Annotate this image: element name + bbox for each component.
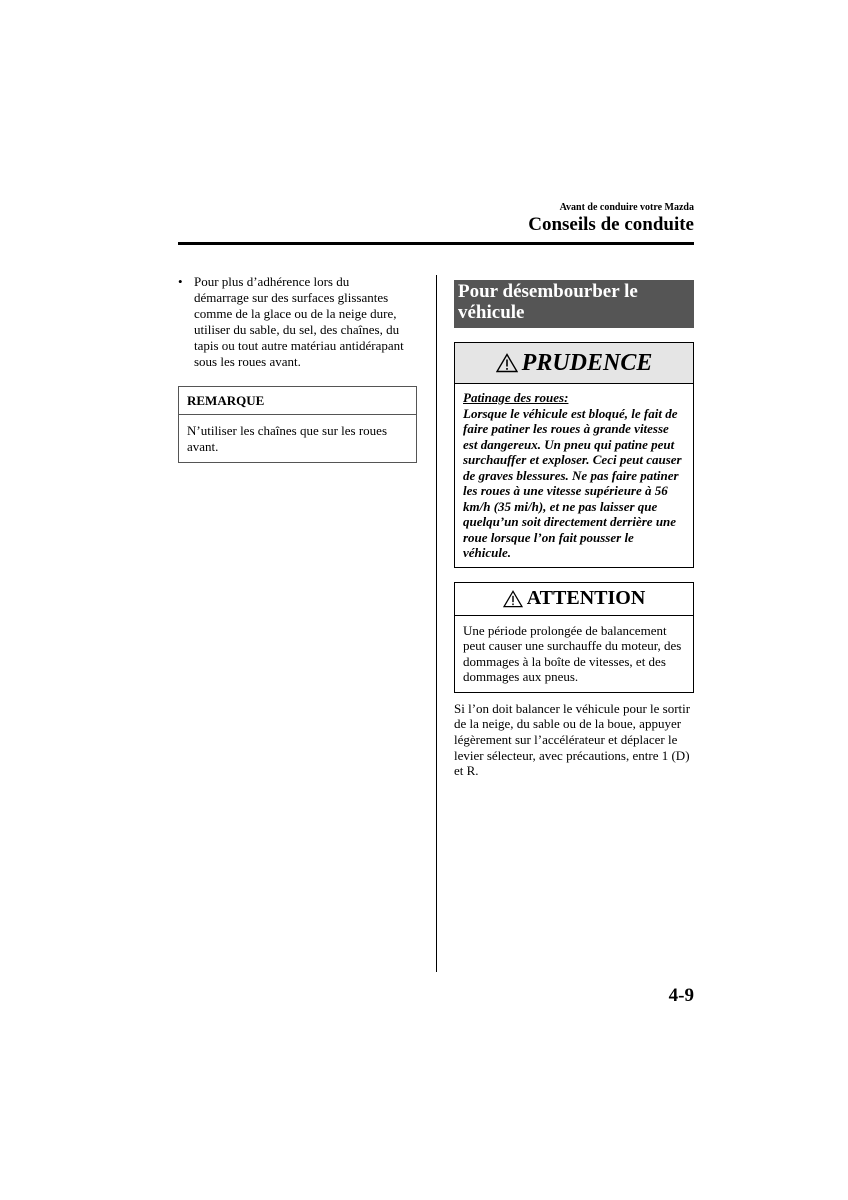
caution-body (455, 384, 693, 567)
caution-text: Lorsque le véhicule est bloqué, le fait de faire patiner les roues à grande vitesse est dangereux. Un pneu qui patine peut surchauffer et exploser. Ceci peut causer de graves blessures. Ne pas faire patiner les roues à une vitesse supérieure à 56 km/h (35 mi/h), et ne pas laisser que quelqu’un soit directement derrière une roue lorsque l’on fait pousser le véhicule. (463, 405, 682, 560)
note-box (178, 386, 417, 463)
column-divider (436, 275, 437, 972)
bullet-text: Pour plus d’adhérence lors du démarrage sur des surfaces glissantes comme de la glace ou de la neige dure, utiliser du sable, du sel, des chaînes, du tapis ou tout autre matériau antidérapant sous les roues avant. (194, 274, 404, 369)
body-paragraph: Si l’on doit balancer le véhicule pour le sortir de la neige, du sable ou de la boue, appuyer légèrement sur l’accélérateur et déplacer le levier sélecteur, avec précautions, entre 1 (D) et R. (454, 700, 691, 779)
caution-lead: Patinage des roues: (463, 390, 569, 405)
attention-heading: ATTENTION (526, 587, 646, 609)
attention-box (454, 582, 694, 693)
header-rule (178, 242, 694, 245)
caution-heading-bar (455, 343, 693, 384)
note-heading: REMARQUE (179, 387, 416, 415)
caution-box (454, 342, 694, 568)
page-number: 4-9 (668, 985, 694, 1006)
section-title: Pour désembourber le véhicule (454, 280, 694, 328)
section-header-title: Conseils de conduite (528, 214, 694, 235)
right-column (454, 280, 694, 779)
left-column (178, 274, 418, 463)
chapter-title: Avant de conduire votre Mazda (559, 202, 694, 213)
bullet-mark: • (178, 274, 183, 289)
note-text: N’utiliser les chaînes que sur les roues avant. (187, 423, 388, 454)
attention-heading-bar (455, 583, 693, 616)
caution-heading: PRUDENCE (521, 349, 653, 376)
attention-text: Une période prolongée de balancement peut causer une surchauffe du moteur, des dommages à la boîte de vitesses, et des dommages aux pneus. (463, 622, 682, 684)
warning-triangle-icon (496, 353, 518, 373)
bullet-item (178, 274, 404, 370)
warning-triangle-icon (503, 590, 523, 608)
